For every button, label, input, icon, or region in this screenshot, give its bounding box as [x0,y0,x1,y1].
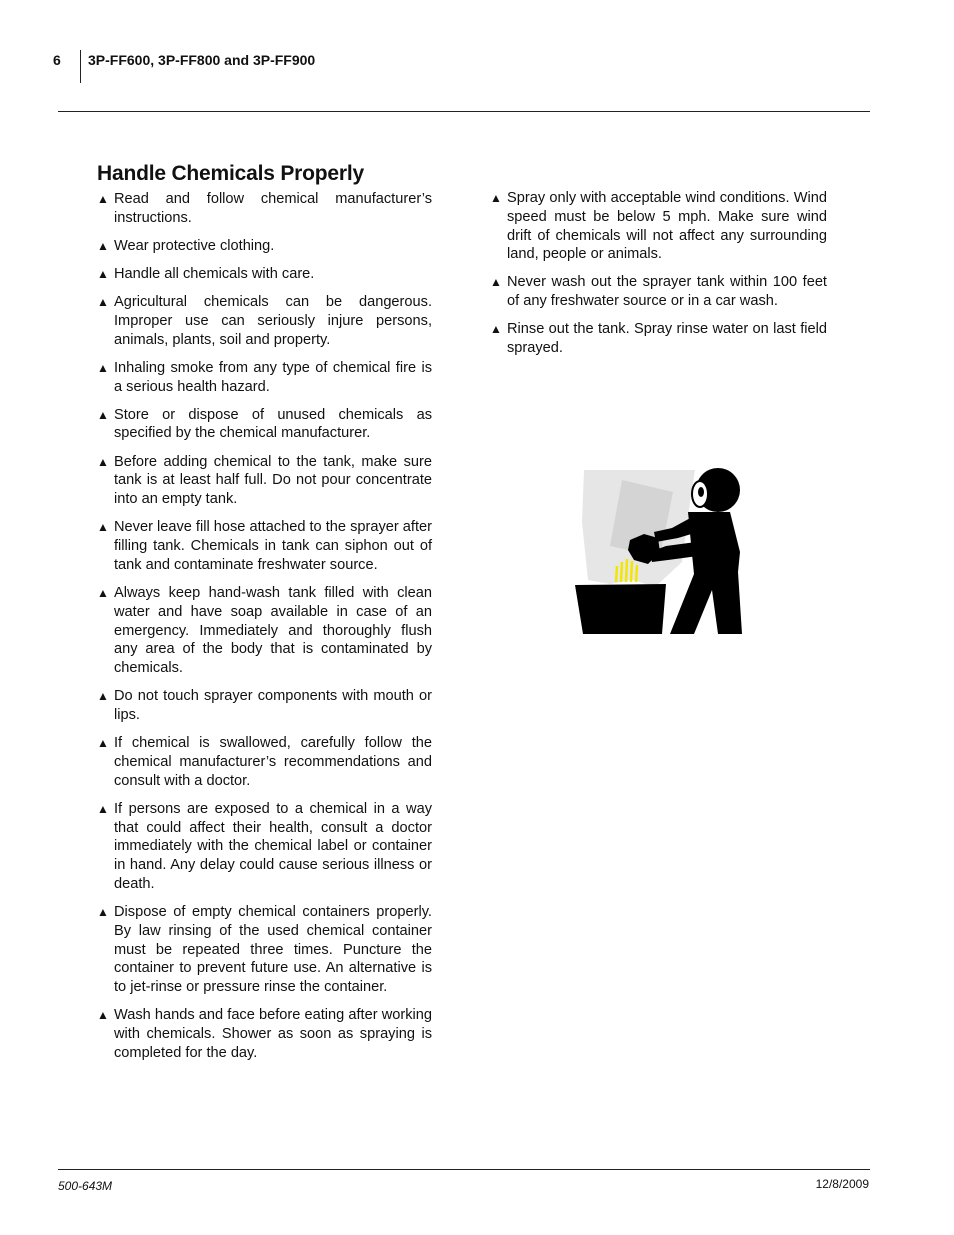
list-item [490,273,827,311]
triangle-bullet-icon: ▲ [490,191,502,205]
list-item [97,190,432,228]
left-bullet-list [97,190,432,1072]
header-divider [80,50,81,83]
triangle-bullet-icon: ▲ [97,407,109,422]
triangle-bullet-icon: ▲ [97,266,109,281]
list-item [97,293,432,349]
list-item [97,687,432,725]
triangle-bullet-icon: ▲ [97,360,109,375]
list-item-text: Before adding chemical to the tank, make sure tank is at least half full. Do not pour concentrate into an empty tank. [114,453,432,508]
triangle-bullet-icon: ▲ [97,585,109,600]
list-item-text: Dispose of empty chemical containers properly. By law rinsing of the used chemical container must be repeated three times. Puncture the container to prevent future use. An alternative is to jet-rinse or pressure rinse the container. [114,904,432,996]
triangle-bullet-icon: ▲ [97,238,109,253]
triangle-bullet-icon: ▲ [97,520,109,535]
triangle-bullet-icon: ▲ [490,322,502,337]
triangle-bullet-icon: ▲ [97,1008,109,1023]
document-date: 12/8/2009 [815,1177,869,1191]
list-item-text: Do not touch sprayer components with mouth or lips. [114,688,432,723]
list-item-text: If persons are exposed to a chemical in a way that could affect their health, consult a doctor immediately with the chemical label or container in hand. Any delay could cause serious illness or death. [114,800,432,892]
triangle-bullet-icon: ▲ [97,295,109,310]
triangle-bullet-icon: ▲ [97,689,109,704]
list-item-text: If chemical is swallowed, carefully follow the chemical manufacturer’s recommendations and consult with a doctor. [114,735,432,789]
list-item-text: Always keep hand-wash tank filled with clean water and have soap available in case of an emergency. Immediately and thoroughly flush any area of the body that is contaminated by chemicals. [114,584,432,677]
triangle-bullet-icon: ▲ [97,736,109,751]
list-item-text: Agricultural chemicals can be dangerous. Improper use can seriously injure persons, animals, plants, soil and property. [114,294,432,348]
list-item-text: Never leave fill hose attached to the sprayer after filling tank. Chemicals in tank can siphon out of tank and contaminate freshwater source. [114,519,432,573]
triangle-bullet-icon: ▲ [97,801,109,816]
list-item-text: Store or dispose of unused chemicals as specified by the chemical manufacturer. [114,406,432,442]
list-item-text: Handle all chemicals with care. [114,265,315,282]
triangle-bullet-icon: ▲ [490,275,502,290]
list-item [97,359,432,397]
list-item [97,237,432,256]
list-item [490,320,827,358]
list-item [97,453,432,509]
list-item [97,734,432,790]
right-bullet-list [490,189,827,367]
bottom-rule [58,1169,870,1170]
list-item [97,265,432,284]
list-item-text: Wear protective clothing. [114,237,275,254]
list-item [97,1006,432,1062]
list-item [97,903,432,997]
list-item-text: Rinse out the tank. Spray rinse water on last field sprayed. [507,321,827,357]
list-item-text: Never wash out the sprayer tank within 100 feet of any freshwater source or in a car wash. [507,274,827,310]
list-item [97,584,432,678]
document-number: 500-643M [58,1179,113,1193]
header-title: 3P-FF600, 3P-FF800 and 3P-FF900 [88,52,316,68]
list-item-text: Spray only with acceptable wind conditions. Wind speed must be below 5 mph. Make sure wind drift of chemicals will not affect any surrounding land, people or animals. [507,190,827,263]
top-rule [58,111,870,112]
triangle-bullet-icon: ▲ [97,905,109,920]
list-item-text: Inhaling smoke from any type of chemical fire is a serious health hazard. [114,359,432,395]
list-item-text: Wash hands and face before eating after working with chemicals. Shower as soon as spraying is completed for the day. [114,1007,432,1061]
list-item-text: Read and follow chemical manufacturer’s instructions. [114,191,432,226]
triangle-bullet-icon: ▲ [97,192,109,206]
triangle-bullet-icon: ▲ [97,454,109,469]
list-item [97,800,432,894]
section-heading: Handle Chemicals Properly [97,162,364,185]
list-item [97,406,432,444]
list-item [490,189,827,264]
page-number: 6 [53,52,61,68]
list-item [97,518,432,574]
person-with-respirator-pouring-chemical-icon [570,462,750,640]
chemical-tub-shape [575,584,666,634]
